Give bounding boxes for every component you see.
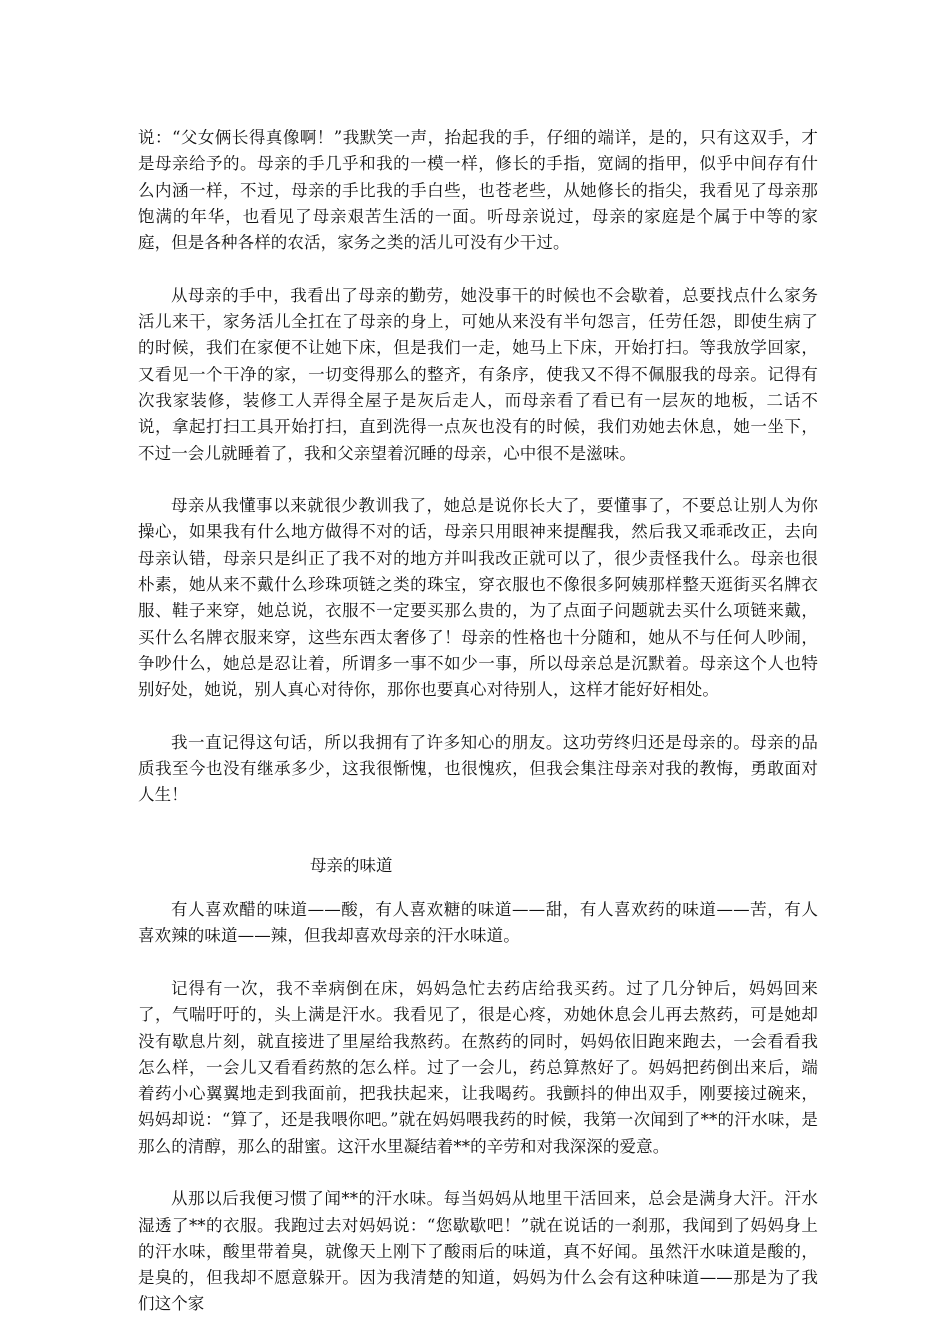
- section-title: 母亲的味道: [310, 855, 393, 875]
- paragraph: 有人喜欢醋的味道——酸，有人喜欢糖的味道——甜，有人喜欢药的味道——苦，有人喜欢辣的味道——辣，但我却喜欢母亲的汗水味道。: [138, 900, 818, 946]
- paragraph: 我一直记得这句话，所以我拥有了许多知心的朋友。这功劳终归还是母亲的。母亲的品质我至今也没有继承多少，这我很惭愧，也很愧疚，但我会集注母亲对我的教悔，勇敢面对人生！: [138, 732, 818, 805]
- paragraph: 说：“父女俩长得真像啊！”我默笑一声，抬起我的手，仔细的端详，是的，只有这双手，才是母亲给予的。母亲的手几乎和我的一模一样，修长的手指，宽阔的指甲，似乎中间存有什么内涵一样，不过，母亲的手比我的手白些，也苍老些，从她修长的指尖，我看见了母亲那饱满的年华，也看见了母亲艰苦生活的一面。听母亲说过，母亲的家庭是个属于中等的家庭，但是各种各样的农活，家务之类的活儿可没有少干过。: [138, 128, 818, 253]
- paragraph: 从母亲的手中，我看出了母亲的勤劳，她没事干的时候也不会歇着，总要找点什么家务活儿来干，家务活儿全扛在了母亲的身上，可她从来没有半句怨言，任劳任怨，即使生病了的时候，我们在家便不让她下床，但是我们一走，她马上下床，开始打扫。等我放学回家，又看见一个干净的家，一切变得那么的整齐，有条序，使我又不得不佩服我的母亲。记得有次我家装修，装修工人弄得全屋子是灰后走人，而母亲看了看已有一层灰的地板，二话不说，拿起打扫工具开始打扫，直到洗得一点灰也没有的时候，我们劝她去休息，她一坐下，不过一会儿就睡着了，我和父亲望着沉睡的母亲，心中很不是滋味。: [138, 285, 818, 463]
- paragraph: 从那以后我便习惯了闻**的汗水味。每当妈妈从地里干活回来，总会是满身大汗。汗水湿透了**的衣服。我跑过去对妈妈说：“您歇歇吧！”就在说话的一刹那，我闻到了妈妈身上的汗水味，酸里带着臭，就像天上刚下了酸雨后的味道，真不好闻。虽然汗水味道是酸的，是臭的，但我却不愿意躲开。因为我清楚的知道，妈妈为什么会有这种味道——那是为了我们这个家: [138, 1189, 818, 1314]
- paragraph: 母亲从我懂事以来就很少教训我了，她总是说你长大了，要懂事了，不要总让别人为你操心，如果我有什么地方做得不对的话，母亲只用眼神来提醒我，然后我又乖乖改正，去向母亲认错，母亲只是纠正了我不对的地方并叫我改正就可以了，很少责怪我什么。母亲也很朴素，她从来不戴什么珍珠项链之类的珠宝，穿衣服也不像很多阿姨那样整天逛街买名牌衣服、鞋子来穿，她总说，衣服不一定要买那么贵的，为了点面子问题就去买什么项链来戴，买什么名牌衣服来穿，这些东西太奢侈了！母亲的性格也十分随和，她从不与任何人吵闹，争吵什么，她总是忍让着，所谓多一事不如少一事，所以母亲总是沉默着。母亲这个人也特别好处，她说，别人真心对待你，那你也要真心对待别人，这样才能好好相处。: [138, 496, 818, 700]
- document-page: [138, 125, 818, 1318]
- paragraph: 记得有一次，我不幸病倒在床，妈妈急忙去药店给我买药。过了几分钟后，妈妈回来了，气喘吁吁的，头上满是汗水。我看见了，很是心疼，劝她休息会儿再去熬药，可是她却没有歇息片刻，就直接进了里屋给我熬药。在熬药的同时，妈妈依旧跑来跑去，一会看看我怎么样，一会儿又看看药熬的怎么样。过了一会儿，药总算熬好了。妈妈把药倒出来后，端着药小心翼翼地走到我面前，把我扶起来，让我喝药。我颤抖的伸出双手，刚要接过碗来，妈妈却说：“算了，还是我喂你吧。”就在妈妈喂我药的时候，我第一次闻到了**的汗水味，是那么的清醇，那么的甜蜜。这汗水里凝结着**的辛劳和对我深深的爱意。: [138, 978, 818, 1156]
